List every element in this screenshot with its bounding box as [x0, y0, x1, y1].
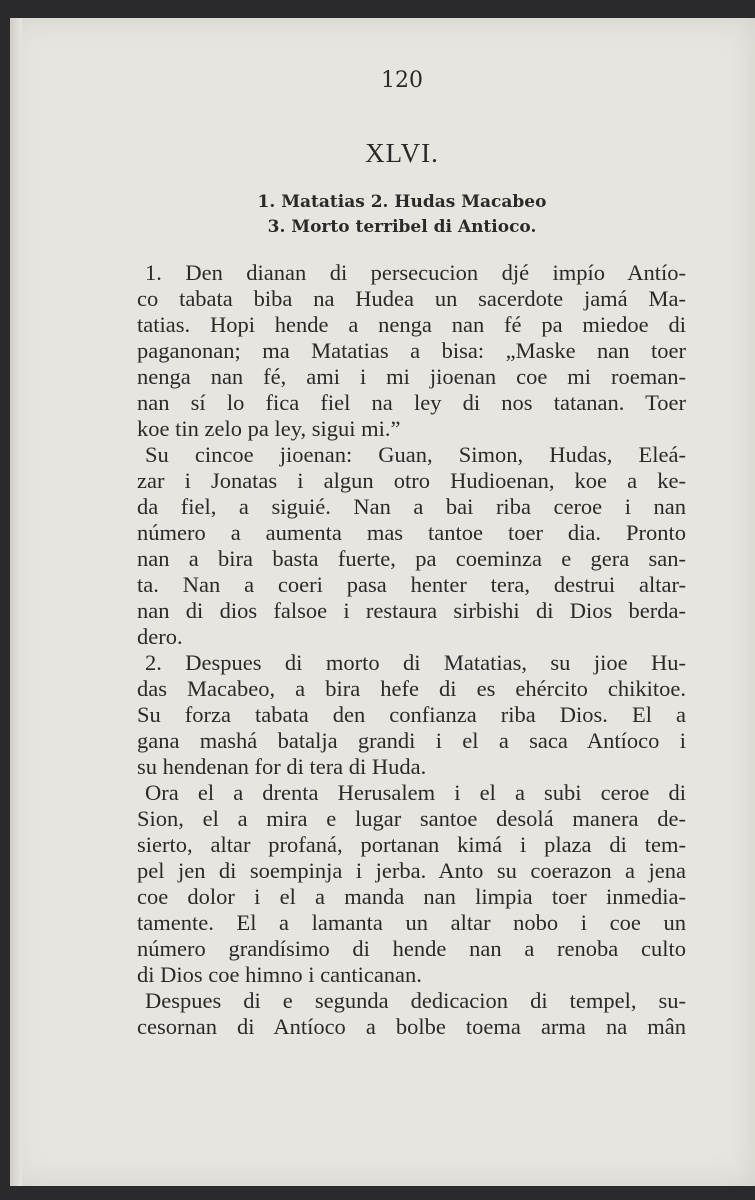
text-line: 1. Den dianan di persecucion djé impío Antío- [145, 260, 686, 285]
text-line: coe dolor i el a manda nan limpia toer inmedia- [137, 884, 686, 909]
text-line: tatias. Hopi hende a nenga nan fé pa miedoe di [137, 312, 686, 337]
text-line: tamente. El a lamanta un altar nobo i coe un [137, 910, 686, 935]
page-binding-shadow [10, 18, 22, 1186]
text-line: nan a bira basta fuerte, pa coeminza e gera san- [137, 546, 686, 571]
text-line: zar i Jonatas i algun otro Hudioenan, koe a ke- [137, 468, 686, 493]
text-line: paganonan; ma Matatias a bisa: „Maske nan toer [137, 338, 686, 363]
text-line: gana mashá batalja grandi i el a saca Antíoco i [137, 728, 686, 753]
text-line: Ora el a drenta Herusalem i el a subi ceroe di [145, 780, 686, 805]
text-line: co tabata biba na Hudea un sacerdote jamá Ma- [137, 286, 686, 311]
text-line: nan sí lo fica fiel na ley di nos tatanan. Toer [137, 390, 686, 415]
chapter-heading: XLVI. [365, 138, 439, 168]
text-line: das Macabeo, a bira hefe di es ehército chikitoe. [137, 676, 686, 701]
text-line: cesornan di Antíoco a bolbe toema arma na mân [137, 1014, 686, 1039]
subtitle-line: 1. Matatias 2. Hudas Macabeo [257, 192, 547, 212]
text-line: Su forza tabata den confianza riba Dios. El a [137, 702, 686, 727]
text-line: nenga nan fé, ami i mi jioenan coe mi roeman- [137, 364, 686, 389]
text-line: sierto, altar profaná, portanan kimá i plaza di tem- [137, 832, 686, 857]
text-line: 2. Despues di morto di Matatias, su jioe Hu- [145, 650, 686, 675]
page-number: 120 [381, 68, 423, 93]
text-line: Su cincoe jioenan: Guan, Simon, Hudas, Eleá- [145, 442, 686, 467]
text-line: Despues di e segunda dedicacion di tempel, su- [145, 988, 686, 1013]
text-line: número a aumenta mas tantoe toer dia. Pronto [137, 520, 686, 545]
text-line: da fiel, a siguié. Nan a bai riba ceroe i nan [137, 494, 686, 519]
text-line: nan di dios falsoe i restaura sirbishi di Dios berda- [137, 598, 686, 623]
text-line: ta. Nan a coeri pasa henter tera, destrui altar- [137, 572, 686, 597]
text-line: pel jen di soempinja i jerba. Anto su coerazon a jena [137, 858, 686, 883]
body-text [137, 260, 686, 1040]
text-line: número grandísimo di hende nan a renoba culto [137, 936, 686, 961]
chapter-subtitles [37, 190, 755, 240]
text-line: dero. [137, 624, 183, 649]
text-line: koe tin zelo pa ley, sigui mi.” [137, 416, 401, 441]
text-line: su hendenan for di tera di Huda. [137, 754, 427, 779]
subtitle-line: 3. Morto terribel di Antioco. [267, 217, 537, 237]
text-line: Sion, el a mira e lugar santoe desolá manera de- [137, 806, 686, 831]
text-line: di Dios coe himno i canticanan. [137, 962, 422, 987]
